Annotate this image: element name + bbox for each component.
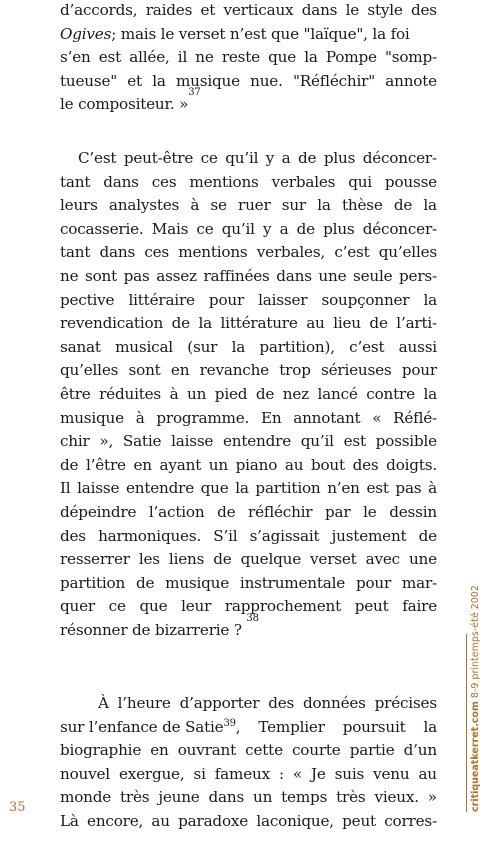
footnote-ref[interactable]: 38 bbox=[246, 612, 259, 624]
text-line: résonner de bizarrerie ? 38 bbox=[60, 619, 437, 643]
text-line: biographie en ouvrant cette courte partie d’un bbox=[60, 741, 437, 760]
text-line: d’accords, raides et verticaux dans le style des bbox=[60, 1, 437, 19]
text-line: des harmoniques. S’il s’agissait justement de bbox=[60, 526, 437, 545]
margin-rule bbox=[466, 634, 467, 812]
text-line: Là encore, au paradoxe laconique, peut corres- bbox=[60, 811, 437, 830]
text-line: le compositeur. » 37 bbox=[60, 93, 437, 117]
text-line: nouvel exergue, si fameux : « Je suis venu au bbox=[60, 764, 437, 783]
work-title: Ogives bbox=[60, 24, 112, 43]
text-line: musique à programme. En annotant « Réflé- bbox=[60, 408, 437, 427]
journal-margin-label bbox=[470, 585, 481, 812]
text-line: tant dans ces mentions verbales, c’est qu’elles bbox=[60, 243, 437, 262]
text-line: resserrer les liens de quelque verset avec une bbox=[60, 550, 437, 569]
text-line: cocasserie. Mais ce qu’il y a de plus déconcer- bbox=[60, 219, 437, 238]
text-line: ne sont pas assez raffinées dans une seule pers- bbox=[60, 266, 437, 285]
text-line: dépeindre l’action de réfléchir par le dessin bbox=[60, 502, 437, 521]
text-line: quer ce que leur rapprochement peut faire bbox=[60, 597, 437, 616]
text-line: être réduites à un pied de nez lancé contre la bbox=[60, 384, 437, 403]
page-number: 35 bbox=[9, 800, 26, 815]
journal-site: critiqueatkerret.com bbox=[470, 701, 481, 812]
paragraph-3 bbox=[60, 692, 437, 834]
text-line: C’est peut-être ce qu’il y a de plus déconcer- bbox=[78, 149, 437, 167]
text-line: pective littéraire pour laisser soupçonner la bbox=[60, 290, 437, 309]
text-line: revendication de la littérature au lieu de l’arti- bbox=[60, 314, 437, 333]
footnote-ref[interactable]: 37 bbox=[188, 87, 201, 99]
text-line: de l’être en ayant un piano au bout des doigts. bbox=[60, 455, 437, 474]
footnote-ref[interactable]: 39 bbox=[223, 717, 236, 729]
text-line: monde très jeune dans un temps très vieux. » bbox=[60, 788, 437, 807]
text-line: qu’elles sont en revanche trop sérieuses pour bbox=[60, 361, 437, 380]
text-line: chir », Satie laisse entendre qu’il est possible bbox=[60, 432, 437, 451]
text-line: partition de musique instrumentale pour mar- bbox=[60, 573, 437, 592]
text-line: tueuse" et la musique nue. "Réfléchir" annote bbox=[60, 71, 437, 90]
text-line: tant dans ces mentions verbales qui pousse bbox=[60, 172, 437, 191]
text-line: sur l’enfance de Satie$^{39}$, Templier poursuit la bbox=[60, 717, 437, 736]
text-line: sanat musical (sur la partition), c’est aussi bbox=[60, 337, 437, 356]
paragraph-2 bbox=[60, 147, 437, 642]
text-line: Il laisse entendre que la partition n’en est pas à bbox=[60, 479, 437, 498]
text-line: s’en est allée, il ne reste que la Pompe "somp- bbox=[60, 48, 437, 67]
journal-issue: 8-9 printemps-été 2002 bbox=[470, 585, 481, 699]
text-line: leurs analystes à se ruer sur la thèse de la bbox=[60, 196, 437, 215]
paragraph-1 bbox=[60, 0, 437, 117]
text-line: À l’heure d’apporter des données précises bbox=[98, 694, 437, 712]
text-line: Ogives; mais le verset n’est que "laïque", la foi bbox=[60, 24, 410, 43]
